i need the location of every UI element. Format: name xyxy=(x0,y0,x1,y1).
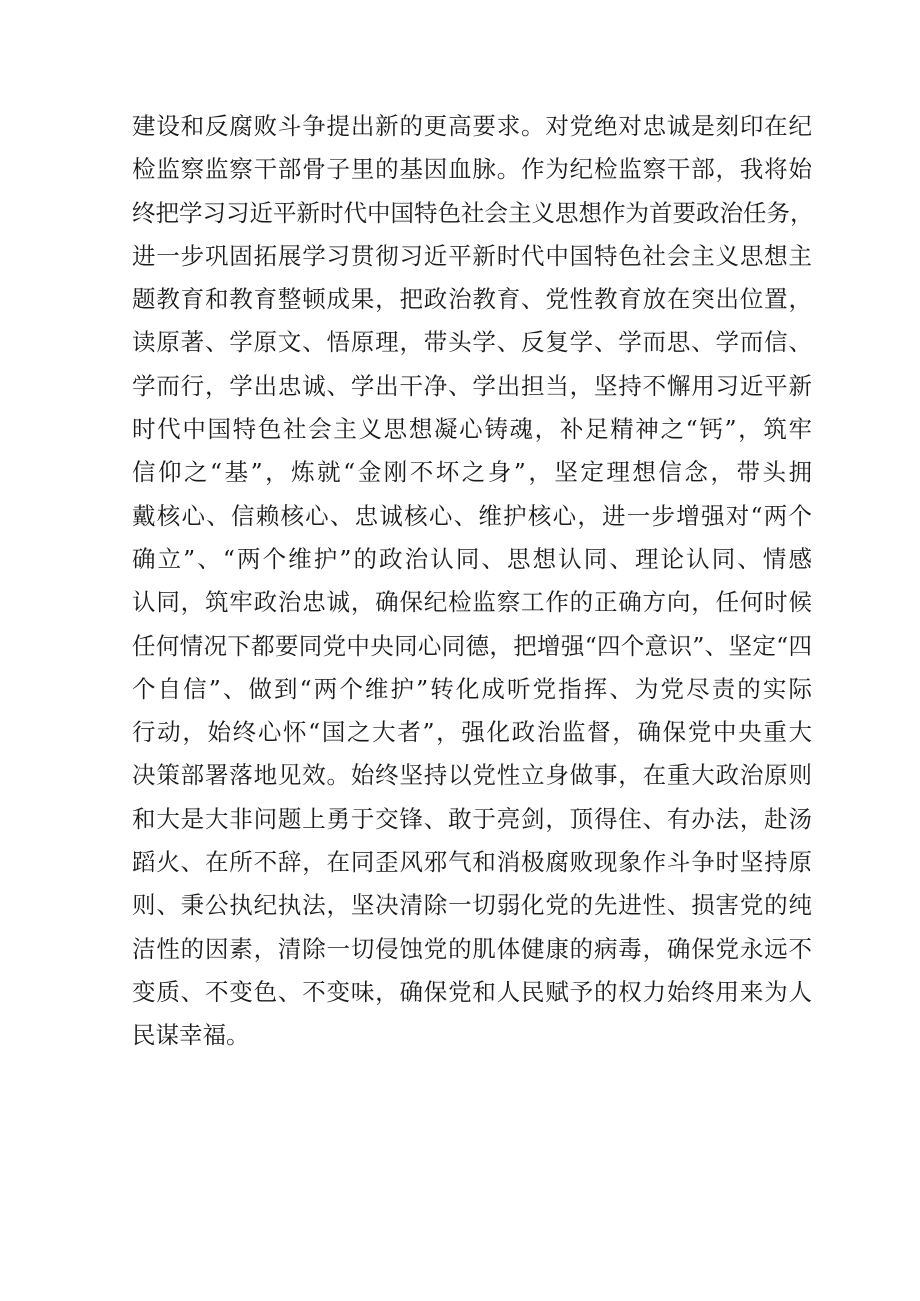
text-line-21: 变质、不变色、不变味，确保党和人民赋予的权力始终用来为人 xyxy=(132,977,812,1006)
text-line-13: 任何情况下都要同党中央同心同德，把增强“四个意识”、坚定“四 xyxy=(132,631,812,660)
text-line-2: 检监察监察干部骨子里的基因血脉。作为纪检监察干部，我将始 xyxy=(132,155,812,184)
text-line-18: 蹈火、在所不辞，在同歪风邪气和消极腐败现象作斗争时坚持原 xyxy=(132,848,812,877)
text-line-15: 行动，始终心怀“国之大者”，强化政治监督，确保党中央重大 xyxy=(132,718,812,747)
text-line-8: 时代中国特色社会主义思想凝心铸魂，补足精神之“钙”，筑牢 xyxy=(132,415,812,444)
text-line-5: 题教育和教育整顿成果，把政治教育、党性教育放在突出位置， xyxy=(132,285,812,314)
text-line-10: 戴核心、信赖核心、忠诚核心、维护核心，进一步增强对“两个 xyxy=(132,501,812,530)
text-line-1: 建设和反腐败斗争提出新的更高要求。对党绝对忠诚是刻印在纪 xyxy=(132,112,812,140)
text-line-6: 读原著、学原文、悟原理，带头学、反复学、学而思、学而信、 xyxy=(132,328,812,357)
text-line-11: 确立”、“两个维护”的政治认同、思想认同、理论认同、情感 xyxy=(132,544,812,573)
text-line-16: 决策部署落地见效。始终坚持以党性立身做事，在重大政治原则 xyxy=(132,761,812,790)
body-paragraph xyxy=(132,105,812,1058)
text-line-3: 终把学习习近平新时代中国特色社会主义思想作为首要政治任务， xyxy=(132,198,814,227)
text-line-19: 则、秉公执纪执法，坚决清除一切弱化党的先进性、损害党的纯 xyxy=(132,891,812,920)
text-line-4: 进一步巩固拓展学习贯彻习近平新时代中国特色社会主义思想主 xyxy=(132,241,812,270)
text-line-9: 信仰之“基”，炼就“金刚不坏之身”，坚定理想信念，带头拥 xyxy=(132,458,812,487)
text-line-12: 认同，筑牢政治忠诚，确保纪检监察工作的正确方向，任何时候 xyxy=(132,588,812,617)
text-line-17: 和大是大非问题上勇于交锋、敢于亮剑，顶得住、有办法，赴汤 xyxy=(132,804,812,833)
text-line-7: 学而行，学出忠诚、学出干净、学出担当，坚持不懈用习近平新 xyxy=(132,371,812,400)
text-line-22: 民谋幸福。 xyxy=(132,1021,250,1050)
text-line-14: 个自信”、做到“两个维护”转化成听党指挥、为党尽责的实际 xyxy=(132,674,812,703)
text-line-20: 洁性的因素，清除一切侵蚀党的肌体健康的病毒，确保党永远不 xyxy=(132,934,812,963)
